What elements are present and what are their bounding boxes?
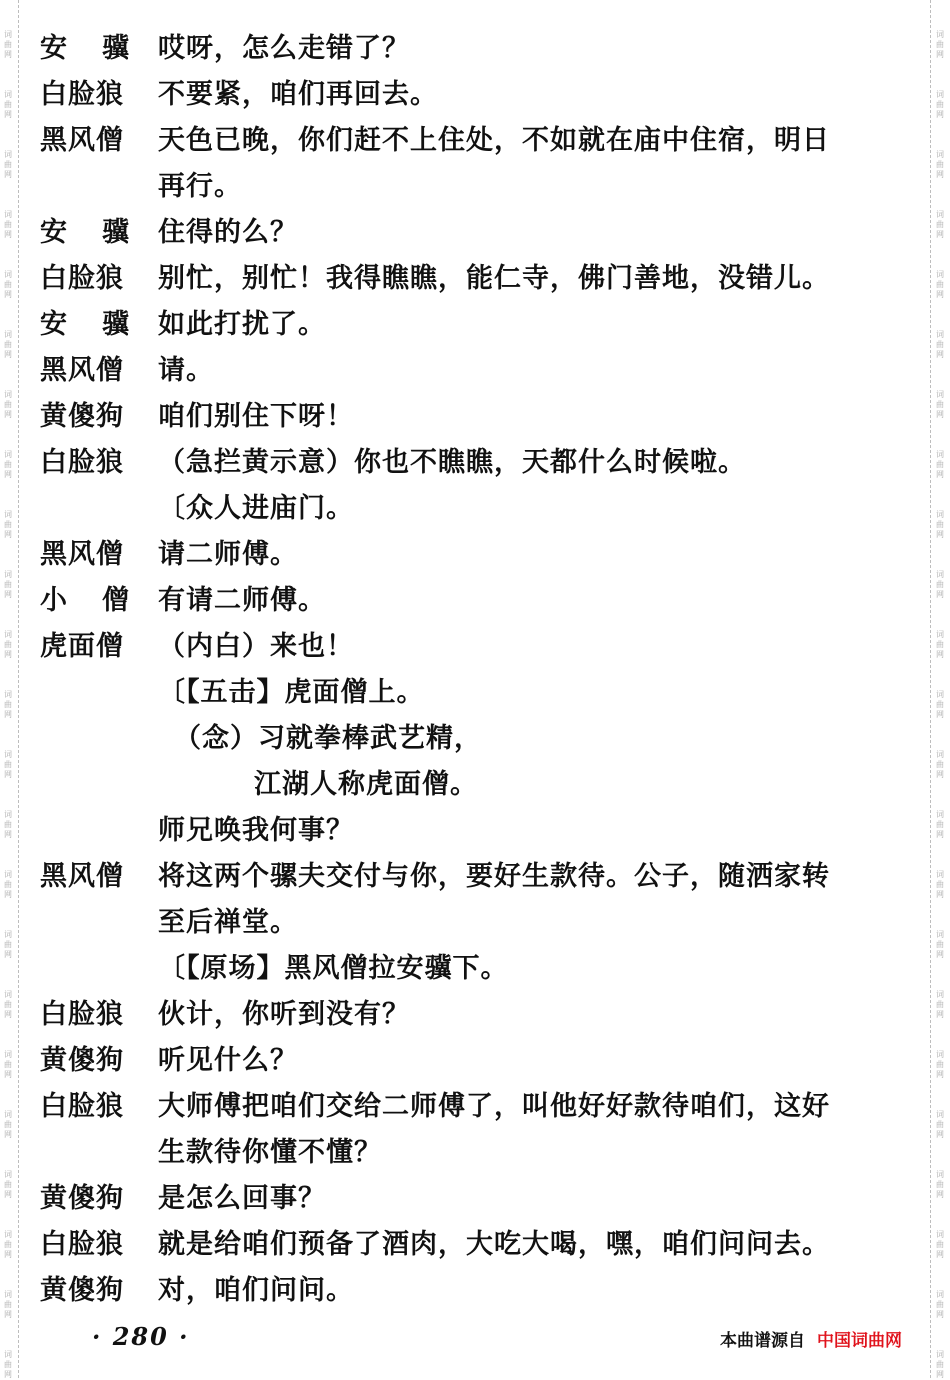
dialog-line xyxy=(40,532,912,578)
side-watermark-text: 词 曲 网 xyxy=(4,870,12,899)
side-watermark-text: 词 曲 网 xyxy=(936,330,944,359)
speech-text: 请二师傅。 xyxy=(158,539,298,570)
speaker-name: 白脸狼 xyxy=(40,999,124,1030)
speech-text: 〔【原场】黑风僧拉安骥下。 xyxy=(158,953,509,984)
side-watermark-text: 词 曲 网 xyxy=(936,390,944,419)
side-watermark-text: 词 曲 网 xyxy=(4,690,12,719)
speech-text: 是怎么回事？ xyxy=(158,1183,326,1214)
speaker-name: 黄傻狗 xyxy=(40,401,124,432)
speaker-name: 黑风僧 xyxy=(40,861,124,892)
script-body xyxy=(40,26,912,1314)
speaker-name: 安 骥 xyxy=(40,309,130,340)
side-watermark-text: 词 曲 网 xyxy=(4,390,12,419)
speaker-name: 黄傻狗 xyxy=(40,1275,124,1306)
dialog-line xyxy=(40,992,912,1038)
side-watermark-text: 词 曲 网 xyxy=(936,870,944,899)
side-watermark-text: 词 曲 网 xyxy=(4,630,12,659)
continuation-line xyxy=(40,808,912,854)
speech-text: 别忙，别忙！我得瞧瞧，能仁寺，佛门善地，没错儿。 xyxy=(158,263,830,294)
speech-text: 咱们别住下呀！ xyxy=(158,401,354,432)
side-watermark-text: 词 曲 网 xyxy=(936,1050,944,1079)
dialog-line xyxy=(40,578,912,624)
dialog-line xyxy=(40,440,912,486)
source-credit xyxy=(720,1326,902,1351)
dialog-line xyxy=(40,394,912,440)
page-number: · 280 · xyxy=(92,1322,190,1351)
continuation-line xyxy=(40,164,912,210)
speech-text: （念）习就拳棒武艺精， xyxy=(174,723,482,754)
source-link[interactable]: 中国词曲网 xyxy=(817,1331,902,1351)
side-watermark-text: 词 曲 网 xyxy=(936,1110,944,1139)
speech-text: 就是给咱们预备了酒肉，大吃大喝，嘿，咱们问问去。 xyxy=(158,1229,830,1260)
side-watermark-text: 词 曲 网 xyxy=(4,150,12,179)
speech-text: 天色已晚，你们赶不上住处，不如就在庙中住宿，明日 xyxy=(158,125,830,156)
side-watermark-text: 词 曲 网 xyxy=(4,930,12,959)
dialog-line xyxy=(40,1084,912,1130)
speaker-name: 白脸狼 xyxy=(40,447,124,478)
speaker-name: 白脸狼 xyxy=(40,263,124,294)
continuation-line xyxy=(40,1130,912,1176)
source-label: 本曲谱源自 xyxy=(720,1331,805,1351)
dialog-line xyxy=(40,302,912,348)
side-watermark-text: 词 曲 网 xyxy=(936,810,944,839)
speech-text: 〔【五击】虎面僧上。 xyxy=(158,677,425,708)
dialog-line xyxy=(40,118,912,164)
continuation-line xyxy=(40,716,912,762)
dialog-line xyxy=(40,854,912,900)
speech-text: （内白）来也！ xyxy=(158,631,354,662)
side-watermark-text: 词 曲 网 xyxy=(4,570,12,599)
side-watermark-text: 词 曲 网 xyxy=(4,1230,12,1259)
side-watermark-text: 词 曲 网 xyxy=(936,570,944,599)
continuation-line xyxy=(40,900,912,946)
speech-text: 生款待你懂不懂？ xyxy=(158,1137,382,1168)
speaker-name: 白脸狼 xyxy=(40,1229,124,1260)
dialog-line xyxy=(40,1268,912,1314)
dialog-line xyxy=(40,26,912,72)
dialog-line xyxy=(40,1222,912,1268)
speech-text: 江湖人称虎面僧。 xyxy=(254,769,478,800)
speech-text: 请。 xyxy=(158,355,214,386)
stage-direction xyxy=(40,670,912,716)
speech-text: 师兄唤我何事？ xyxy=(158,815,354,846)
speaker-name: 小 僧 xyxy=(40,585,130,616)
dialog-line xyxy=(40,210,912,256)
speaker-name: 虎面僧 xyxy=(40,631,124,662)
speaker-name: 安 骥 xyxy=(40,33,130,64)
side-watermark-text: 词 曲 网 xyxy=(936,270,944,299)
speech-text: 〔众人进庙门。 xyxy=(158,493,354,524)
speech-text: 至后禅堂。 xyxy=(158,907,298,938)
side-watermark-text: 词 曲 网 xyxy=(936,690,944,719)
side-watermark-text: 词 曲 网 xyxy=(936,1170,944,1199)
side-watermark-text: 词 曲 网 xyxy=(4,270,12,299)
side-watermark-text: 词 曲 网 xyxy=(4,810,12,839)
left-margin-rule xyxy=(18,0,19,1378)
speech-text: 哎呀，怎么走错了？ xyxy=(158,33,410,64)
speaker-name: 白脸狼 xyxy=(40,1091,124,1122)
side-watermark-text: 词 曲 网 xyxy=(4,90,12,119)
side-watermark-text: 词 曲 网 xyxy=(936,630,944,659)
dialog-line xyxy=(40,1038,912,1084)
side-watermark-text: 词 曲 网 xyxy=(936,30,944,59)
side-watermark-text: 词 曲 网 xyxy=(936,510,944,539)
side-watermark-text: 词 曲 网 xyxy=(4,210,12,239)
side-watermark-text: 词 曲 网 xyxy=(936,1290,944,1319)
dialog-line xyxy=(40,624,912,670)
speaker-name: 黄傻狗 xyxy=(40,1183,124,1214)
speech-text: 住得的么？ xyxy=(158,217,298,248)
speaker-name: 黄傻狗 xyxy=(40,1045,124,1076)
speech-text: 如此打扰了。 xyxy=(158,309,326,340)
side-watermark-text: 词 曲 网 xyxy=(936,990,944,1019)
right-margin-rule xyxy=(930,0,931,1378)
speech-text: 再行。 xyxy=(158,171,242,202)
side-watermark-text: 词 曲 网 xyxy=(936,210,944,239)
speech-text: （急拦黄示意）你也不瞧瞧，天都什么时候啦。 xyxy=(158,447,746,478)
side-watermark-text: 词 曲 网 xyxy=(4,450,12,479)
speaker-name: 黑风僧 xyxy=(40,355,124,386)
speaker-name: 黑风僧 xyxy=(40,125,124,156)
side-watermark-text: 词 曲 网 xyxy=(4,750,12,779)
dialog-line xyxy=(40,256,912,302)
speaker-name: 黑风僧 xyxy=(40,539,124,570)
side-watermark-text: 词 曲 网 xyxy=(4,990,12,1019)
side-watermark-text: 词 曲 网 xyxy=(936,450,944,479)
speech-text: 有请二师傅。 xyxy=(158,585,326,616)
side-watermark-text: 词 曲 网 xyxy=(936,1350,944,1379)
side-watermark-text: 词 曲 网 xyxy=(936,150,944,179)
dialog-line xyxy=(40,72,912,118)
speaker-name: 安 骥 xyxy=(40,217,130,248)
side-watermark-text: 词 曲 网 xyxy=(936,90,944,119)
stage-direction xyxy=(40,946,912,992)
continuation-line xyxy=(40,762,912,808)
side-watermark-text: 词 曲 网 xyxy=(4,1290,12,1319)
side-watermark-text: 词 曲 网 xyxy=(4,1170,12,1199)
dialog-line xyxy=(40,1176,912,1222)
side-watermark-text: 词 曲 网 xyxy=(936,750,944,779)
side-watermark-text: 词 曲 网 xyxy=(936,930,944,959)
speech-text: 不要紧，咱们再回去。 xyxy=(158,79,438,110)
speech-text: 对，咱们问问。 xyxy=(158,1275,354,1306)
stage-direction xyxy=(40,486,912,532)
speaker-name: 白脸狼 xyxy=(40,79,124,110)
side-watermark-text: 词 曲 网 xyxy=(4,1050,12,1079)
side-watermark-text: 词 曲 网 xyxy=(4,1350,12,1379)
side-watermark-text: 词 曲 网 xyxy=(4,30,12,59)
side-watermark-text: 词 曲 网 xyxy=(4,1110,12,1139)
side-watermark-text: 词 曲 网 xyxy=(936,1230,944,1259)
speech-text: 大师傅把咱们交给二师傅了，叫他好好款待咱们，这好 xyxy=(158,1091,830,1122)
speech-text: 将这两个骡夫交付与你，要好生款待。公子，随洒家转 xyxy=(158,861,830,892)
dialog-line xyxy=(40,348,912,394)
speech-text: 伙计，你听到没有？ xyxy=(158,999,410,1030)
side-watermark-text: 词 曲 网 xyxy=(4,330,12,359)
speech-text: 听见什么？ xyxy=(158,1045,298,1076)
side-watermark-text: 词 曲 网 xyxy=(4,510,12,539)
